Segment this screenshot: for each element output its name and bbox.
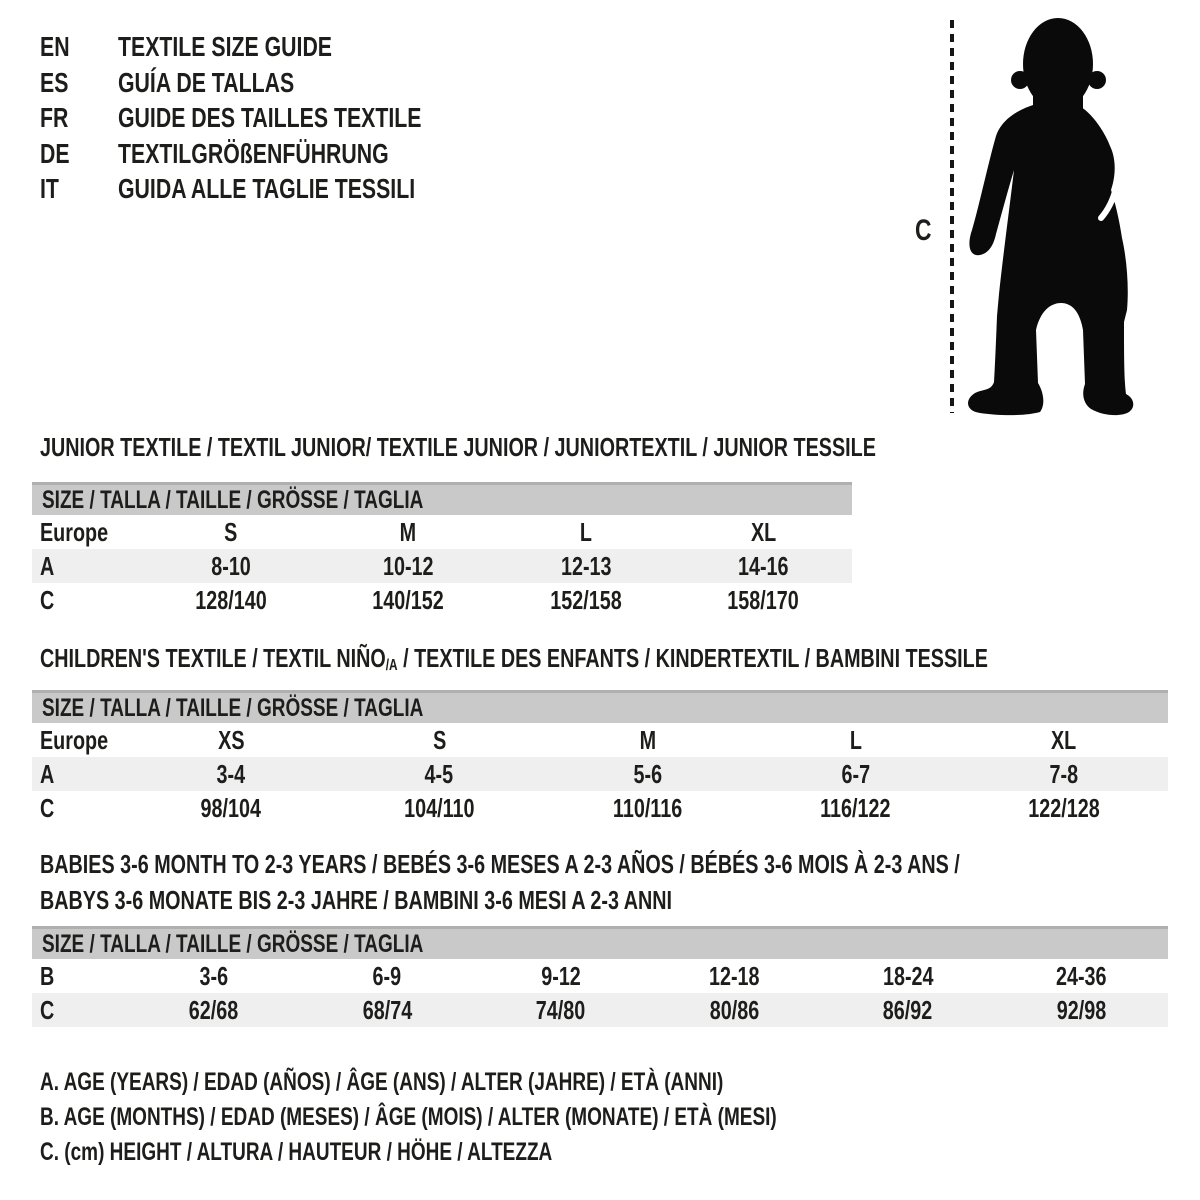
size-header-label: SIZE / TALLA / TAILLE / GRÖSSE / TAGLIA: [42, 485, 424, 514]
row-label: A: [40, 758, 55, 789]
value-cell: 4-5: [424, 758, 454, 789]
value-cell: 92/98: [1056, 994, 1106, 1025]
lang-row-it: [40, 171, 517, 207]
row-label: A: [40, 550, 55, 581]
lang-row-es: [40, 65, 517, 101]
lang-code-it: IT: [40, 173, 59, 204]
lang-row-de: [40, 136, 517, 172]
value-cell: 10-12: [382, 550, 434, 581]
babies-title-line1: BABIES 3-6 MONTH TO 2-3 YEARS / BEBÉS 3-6 MESES A 2-3 AÑOS / BÉBÉS 3-6 MOIS À 2-3 ANS /: [40, 849, 960, 879]
value-cell: 122/128: [1028, 792, 1100, 823]
row-label: C: [40, 792, 55, 823]
table-row: [32, 757, 1168, 791]
value-cell: 128/140: [195, 584, 267, 615]
value-cell: 7-8: [1049, 758, 1079, 789]
babies-section-title: [40, 846, 1200, 918]
lang-code-es: ES: [40, 66, 69, 98]
value-cell: 3-4: [216, 758, 246, 789]
lang-row-fr: [40, 100, 517, 136]
value-cell: 116/122: [820, 792, 891, 823]
value-cell: 152/158: [550, 584, 622, 615]
size-cell: S: [224, 516, 238, 547]
legend-height-cm: C. (cm) HEIGHT / ALTURA / HAUTEUR / HÖHE / ALTEZZA: [40, 1138, 553, 1166]
value-cell: 74/80: [536, 994, 586, 1025]
title-fr: GUIDE DES TAILLES TEXTILE: [118, 102, 422, 133]
value-cell: 104/110: [404, 792, 475, 823]
legend-age-years: A. AGE (YEARS) / EDAD (AÑOS) / ÂGE (ANS) / ALTER (JAHRE) / ETÀ (ANNI): [40, 1068, 724, 1096]
value-cell: 6-9: [372, 960, 402, 991]
table-header-row: [32, 484, 852, 516]
value-cell: 12-18: [708, 960, 760, 991]
value-cell: 86/92: [883, 994, 933, 1025]
title-en: TEXTILE SIZE GUIDE: [118, 31, 333, 62]
junior-section-title-text: JUNIOR TEXTILE / TEXTIL JUNIOR/ TEXTILE JUNIOR / JUNIORTEXTIL / JUNIOR TESSILE: [40, 432, 876, 462]
children-section-title: [40, 645, 1200, 676]
lang-code-fr: FR: [40, 102, 69, 133]
size-cell: S: [432, 724, 446, 755]
lang-code-en: EN: [40, 31, 70, 62]
value-cell: 18-24: [882, 960, 934, 991]
size-cell: L: [849, 724, 862, 755]
babies-size-table: [32, 926, 1168, 1027]
title-es: GUÍA DE TALLAS: [118, 66, 295, 98]
junior-size-table: [32, 482, 852, 617]
toddler-figure: [968, 18, 1133, 415]
value-cell: 12-13: [560, 550, 612, 581]
value-cell: 8-10: [210, 550, 251, 581]
table-row: [32, 791, 1168, 825]
value-cell: 9-12: [540, 960, 581, 991]
size-header-label: SIZE / TALLA / TAILLE / GRÖSSE / TAGLIA: [42, 693, 424, 722]
row-label: C: [40, 584, 55, 615]
size-cell: M: [639, 724, 656, 755]
row-label: C: [40, 994, 55, 1025]
title-de: TEXTILGRÖßENFÜHRUNG: [118, 137, 389, 169]
value-cell: 3-6: [199, 960, 229, 991]
table-row: [32, 583, 852, 617]
table-row: [32, 515, 852, 549]
size-header-label: SIZE / TALLA / TAILLE / GRÖSSE / TAGLIA: [42, 929, 424, 958]
children-size-table: [32, 690, 1168, 825]
junior-section-title: [40, 434, 1140, 460]
table-row: [32, 549, 852, 583]
baby-silhouette-icon: [930, 12, 1140, 422]
row-label: Europe: [40, 724, 109, 755]
value-cell: 6-7: [841, 758, 870, 789]
children-section-title-text: CHILDREN'S TEXTILE / TEXTIL NIÑO/A / TEXTILE DES ENFANTS / KINDERTEXTIL / BAMBINI TESSILE: [40, 643, 988, 674]
row-label: Europe: [40, 516, 109, 547]
language-title-block: [40, 29, 517, 207]
value-cell: 62/68: [189, 994, 239, 1025]
table-header-row: [32, 928, 1168, 960]
value-cell: 68/74: [362, 994, 412, 1025]
table-row: [32, 993, 1168, 1027]
size-cell: XL: [750, 516, 776, 547]
value-cell: 110/116: [612, 792, 683, 823]
size-cell: L: [579, 516, 592, 547]
lang-row-en: [40, 29, 517, 65]
size-cell: XS: [217, 724, 245, 755]
legend-age-months: B. AGE (MONTHS) / EDAD (MESES) / ÂGE (MOIS) / ALTER (MONATE) / ETÀ (MESI): [40, 1103, 777, 1131]
value-cell: 5-6: [633, 758, 662, 789]
measurement-legend: [40, 1065, 1009, 1170]
size-cell: M: [400, 516, 417, 547]
table-row: [32, 723, 1168, 757]
value-cell: 158/170: [727, 584, 799, 615]
size-cell: XL: [1051, 724, 1077, 755]
title-it: GUIDA ALLE TAGLIE TESSILI: [118, 173, 416, 204]
height-measure-label: C: [915, 214, 932, 247]
value-cell: 24-36: [1055, 960, 1107, 991]
value-cell: 80/86: [709, 994, 759, 1025]
value-cell: 14-16: [737, 550, 789, 581]
value-cell: 140/152: [372, 584, 444, 615]
lang-code-de: DE: [40, 137, 70, 169]
value-cell: 98/104: [200, 792, 262, 823]
babies-title-line2: BABYS 3-6 MONATE BIS 2-3 JAHRE / BAMBINI 3-6 MESI A 2-3 ANNI: [40, 885, 673, 915]
table-row: [32, 959, 1168, 993]
row-label: B: [40, 960, 55, 991]
table-header-row: [32, 692, 1168, 724]
